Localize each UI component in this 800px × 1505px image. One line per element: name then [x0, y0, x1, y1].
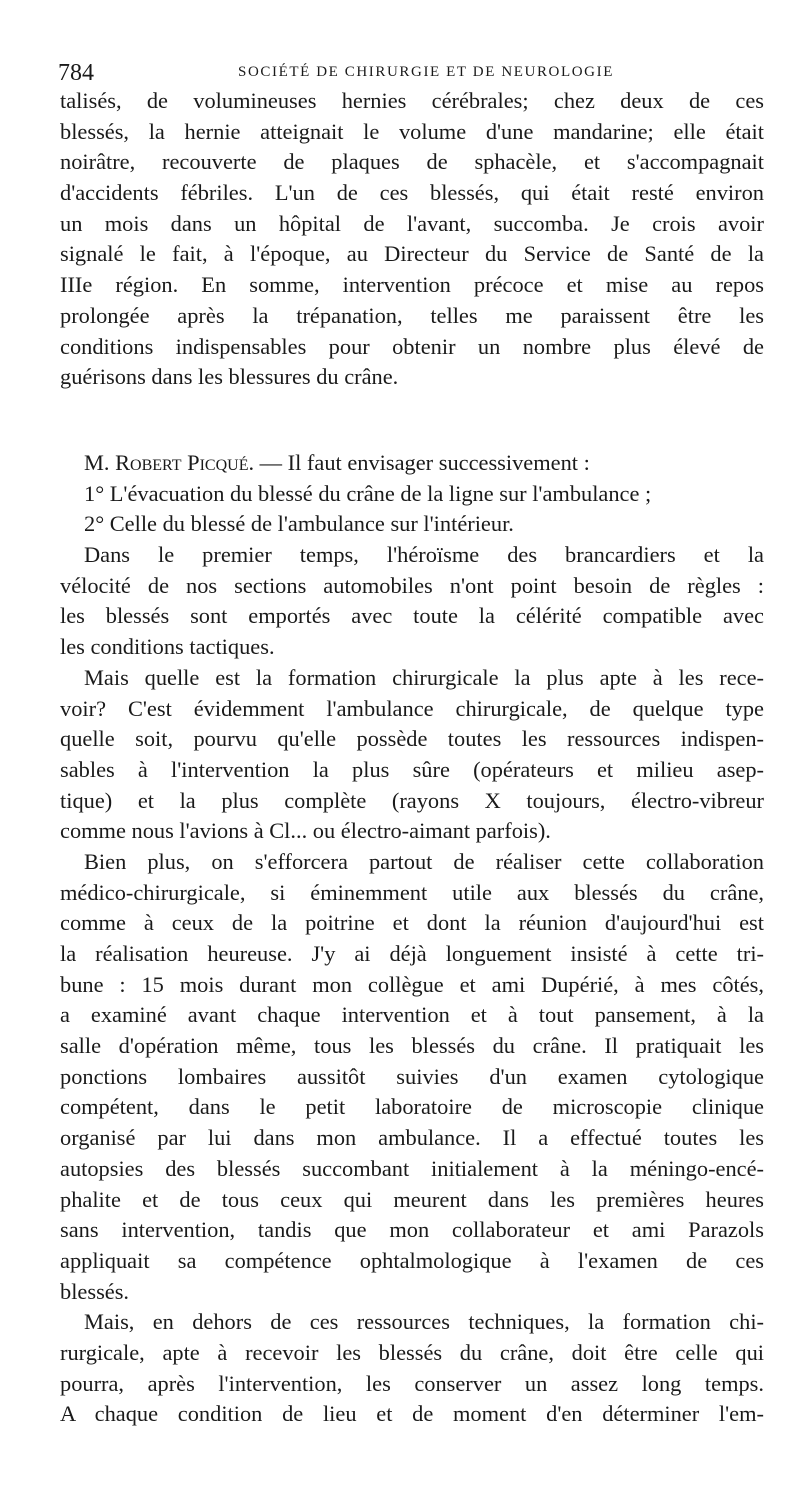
speaker-section: [60, 448, 764, 1430]
text-line: sans intervention, tandis que mon collaborateur et ami Parazols: [60, 1217, 764, 1243]
text-line: compétent, dans le petit laboratoire de microscopie clinique: [60, 1094, 764, 1120]
text-line: quelle soit, pourvu qu'elle possède toutes les ressources indispen-: [60, 726, 764, 752]
page-number: 784: [58, 60, 94, 86]
text-line: organisé par lui dans mon ambulance. Il a effectué toutes les: [60, 1125, 764, 1151]
text-line: talisés, de volumineuses hernies cérébrales; chez deux de ces: [60, 88, 764, 113]
text-line: conditions indispensables pour obtenir un nombre plus élevé de: [60, 333, 764, 359]
text-line: autopsies des blessés succombant initialement à la méningo-encé-: [60, 1155, 764, 1181]
text-line: tique) et la plus complète (rayons X toujours, électro-vibreur: [60, 787, 764, 813]
text-line: Mais, en dehors de ces ressources techniques, la formation chi-: [84, 1309, 764, 1335]
text-line: guérisons dans les blessures du crâne.: [60, 364, 399, 390]
text-line: blessés.: [60, 1278, 130, 1304]
text-line: rurgicale, apte à recevoir les blessés du crâne, doit être celle qui: [60, 1339, 764, 1365]
text-line: ponctions lombaires aussitôt suivies d'un examen cytologique: [60, 1063, 764, 1089]
text-line: pourra, après l'intervention, les conserver un assez long temps.: [60, 1370, 764, 1396]
text-line: les blessés sont emportés avec toute la célérité compatible avec: [60, 603, 764, 629]
text-line: bune : 15 mois durant mon collègue et ami Dupérié, à mes côtés,: [60, 971, 764, 997]
text-line: a examiné avant chaque intervention et à tout pansement, à la: [60, 1002, 764, 1028]
text-line: vélocité de nos sections automobiles n'ont point besoin de règles :: [60, 572, 764, 598]
running-title: SOCIÉTÉ DE CHIRURGIE ET DE NEUROLOGIE: [238, 64, 614, 80]
text-line: la réalisation heureuse. J'y ai déjà longuement insisté à cette tri-: [60, 941, 764, 966]
text-line: 1° L'évacuation du blessé du crâne de la ligne sur l'ambulance ;: [84, 480, 652, 506]
text-line: A chaque condition de lieu et de moment d'en déterminer l'em-: [60, 1401, 764, 1427]
speaker-line: [60, 448, 764, 479]
text-line: IIIe région. En somme, intervention précoce et mise au repos: [60, 272, 764, 298]
text-line: prolongée après la trépanation, telles me paraissent être les: [60, 302, 764, 328]
text-line: salle d'opération même, tous les blessés du crâne. Il pratiquait les: [60, 1033, 764, 1059]
paragraph-continuation: [60, 86, 764, 393]
text-line: médico-chirurgicale, si éminemment utile aux blessés du crâne,: [60, 879, 764, 905]
text-line: Bien plus, on s'efforcera partout de réaliser cette collaboration: [84, 848, 764, 874]
text-line: 2° Celle du blessé de l'ambulance sur l'intérieur.: [84, 511, 514, 537]
speaker-prefix: M.: [84, 450, 116, 475]
text-line: voir? C'est évidemment l'ambulance chirurgicale, de quelque type: [60, 695, 764, 721]
text-line: noirâtre, recouverte de plaques de sphacèle, et s'accompagnait: [60, 149, 764, 175]
text-line: Dans le premier temps, l'héroïsme des brancardiers et la: [84, 542, 764, 568]
text-line: signalé le fait, à l'époque, au Directeur du Service de Santé de la: [60, 241, 764, 267]
text-line: un mois dans un hôpital de l'avant, succomba. Je crois avoir: [60, 210, 764, 236]
text-line: d'accidents fébriles. L'un de ces blessés, qui était resté environ: [60, 180, 764, 206]
text-line: sables à l'intervention la plus sûre (opérateurs et milieu asep-: [60, 756, 764, 782]
text-line: blessés, la hernie atteignait le volume d'une mandarine; elle était: [60, 118, 764, 144]
text-line: Mais quelle est la formation chirurgicale la plus apte à les rece-: [84, 664, 764, 690]
text-line: comme nous l'avions à Cl... ou électro-aimant parfois).: [60, 818, 551, 844]
speaker-first-sentence: — Il faut envisager successivement :: [259, 450, 590, 475]
text-line: comme à ceux de la poitrine et dont la réunion d'aujourd'hui est: [60, 910, 764, 936]
text-line: phalite et de tous ceux qui meurent dans les premières heures: [60, 1186, 764, 1212]
text-line: appliquait sa compétence ophtalmologique à l'examen de ces: [60, 1247, 764, 1273]
speaker-name: Robert Picqué.: [115, 450, 260, 475]
text-line: les conditions tactiques.: [60, 634, 275, 660]
